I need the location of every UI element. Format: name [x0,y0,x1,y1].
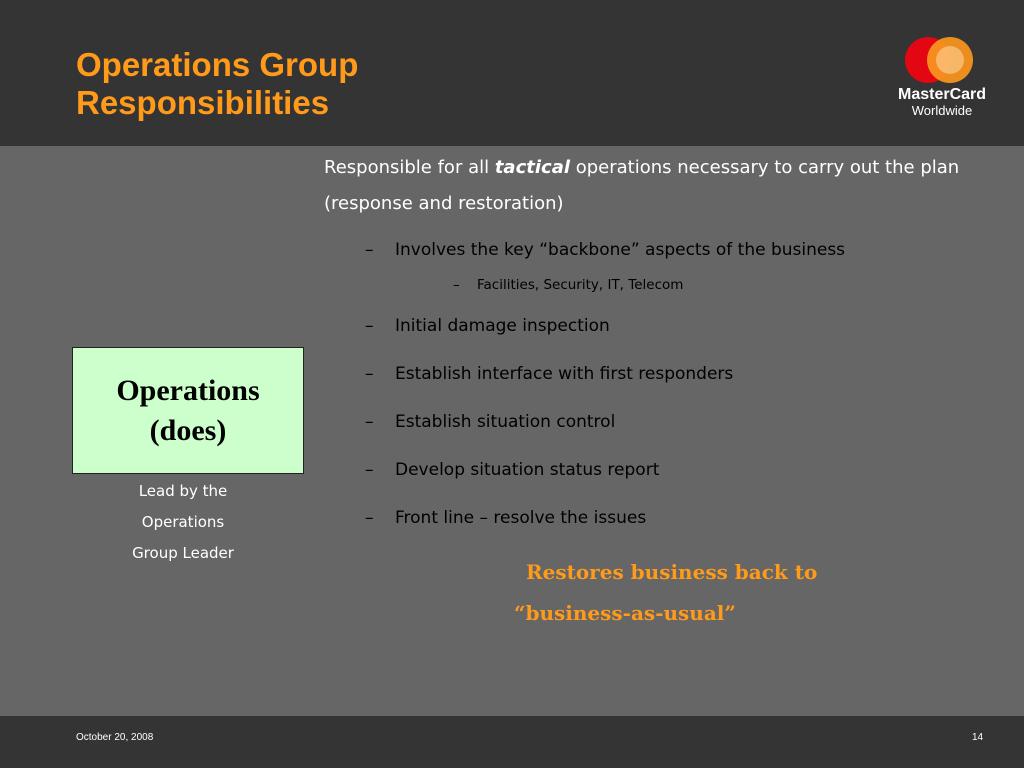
bullet-dash: – [365,412,374,432]
highlight-line-2: “business-as-usual” [514,601,736,625]
intro-emphasis: tactical [494,157,571,178]
bullet-dash: – [453,277,460,293]
bullet-item [365,506,646,530]
caption-line-2: Operations [141,513,225,531]
mastercard-logo [892,34,992,124]
bullet-dash: – [365,240,374,260]
bullet-item [365,410,615,434]
bullet-text: Front line – resolve the issues [395,508,647,528]
box-line-1: Operations [116,373,260,407]
bullet-dash: – [365,364,374,384]
footer-bar [0,716,1024,768]
title-line-1: Operations Group [76,46,359,83]
bullet-item [365,458,659,482]
bullet-text: Initial damage inspection [395,316,610,336]
content-area [324,150,1014,222]
logo-sub-text: Worldwide [911,103,973,118]
footer-date: October 20, 2008 [76,732,154,743]
bullet-dash: – [365,316,374,336]
intro-after: operations necessary to carry out the plan (response and restoration) [324,157,960,214]
highlight-line-1: Restores business back to [526,560,818,584]
caption-line-1: Lead by the [138,482,228,500]
bullet-item [365,314,610,338]
highlight-statement [514,552,824,634]
bullet-item [365,362,733,386]
bullet-text: Involves the key “backbone” aspects of the business [395,240,846,260]
title-line-2: Responsibilities [76,84,330,121]
bullet-text: Establish interface with first responders [395,364,734,384]
box-line-2: (does) [149,413,227,447]
box-caption [100,476,266,569]
bullet-text: Develop situation status report [395,460,660,480]
bullet-dash: – [365,508,374,528]
intro-text [324,150,1014,222]
mastercard-circles-icon [892,34,992,86]
slide-title [76,46,358,122]
sub-bullet-item [453,273,683,297]
bullet-dash: – [365,460,374,480]
caption-line-3: Group Leader [132,544,234,562]
operations-box [72,347,304,474]
intro-before: Responsible for all [324,157,495,178]
logo-brand-text: MasterCard [897,86,987,103]
bullet-text: Establish situation control [395,412,616,432]
page-number: 14 [972,732,984,743]
bullet-text: Facilities, Security, IT, Telecom [477,277,684,293]
bullet-item [365,238,845,262]
